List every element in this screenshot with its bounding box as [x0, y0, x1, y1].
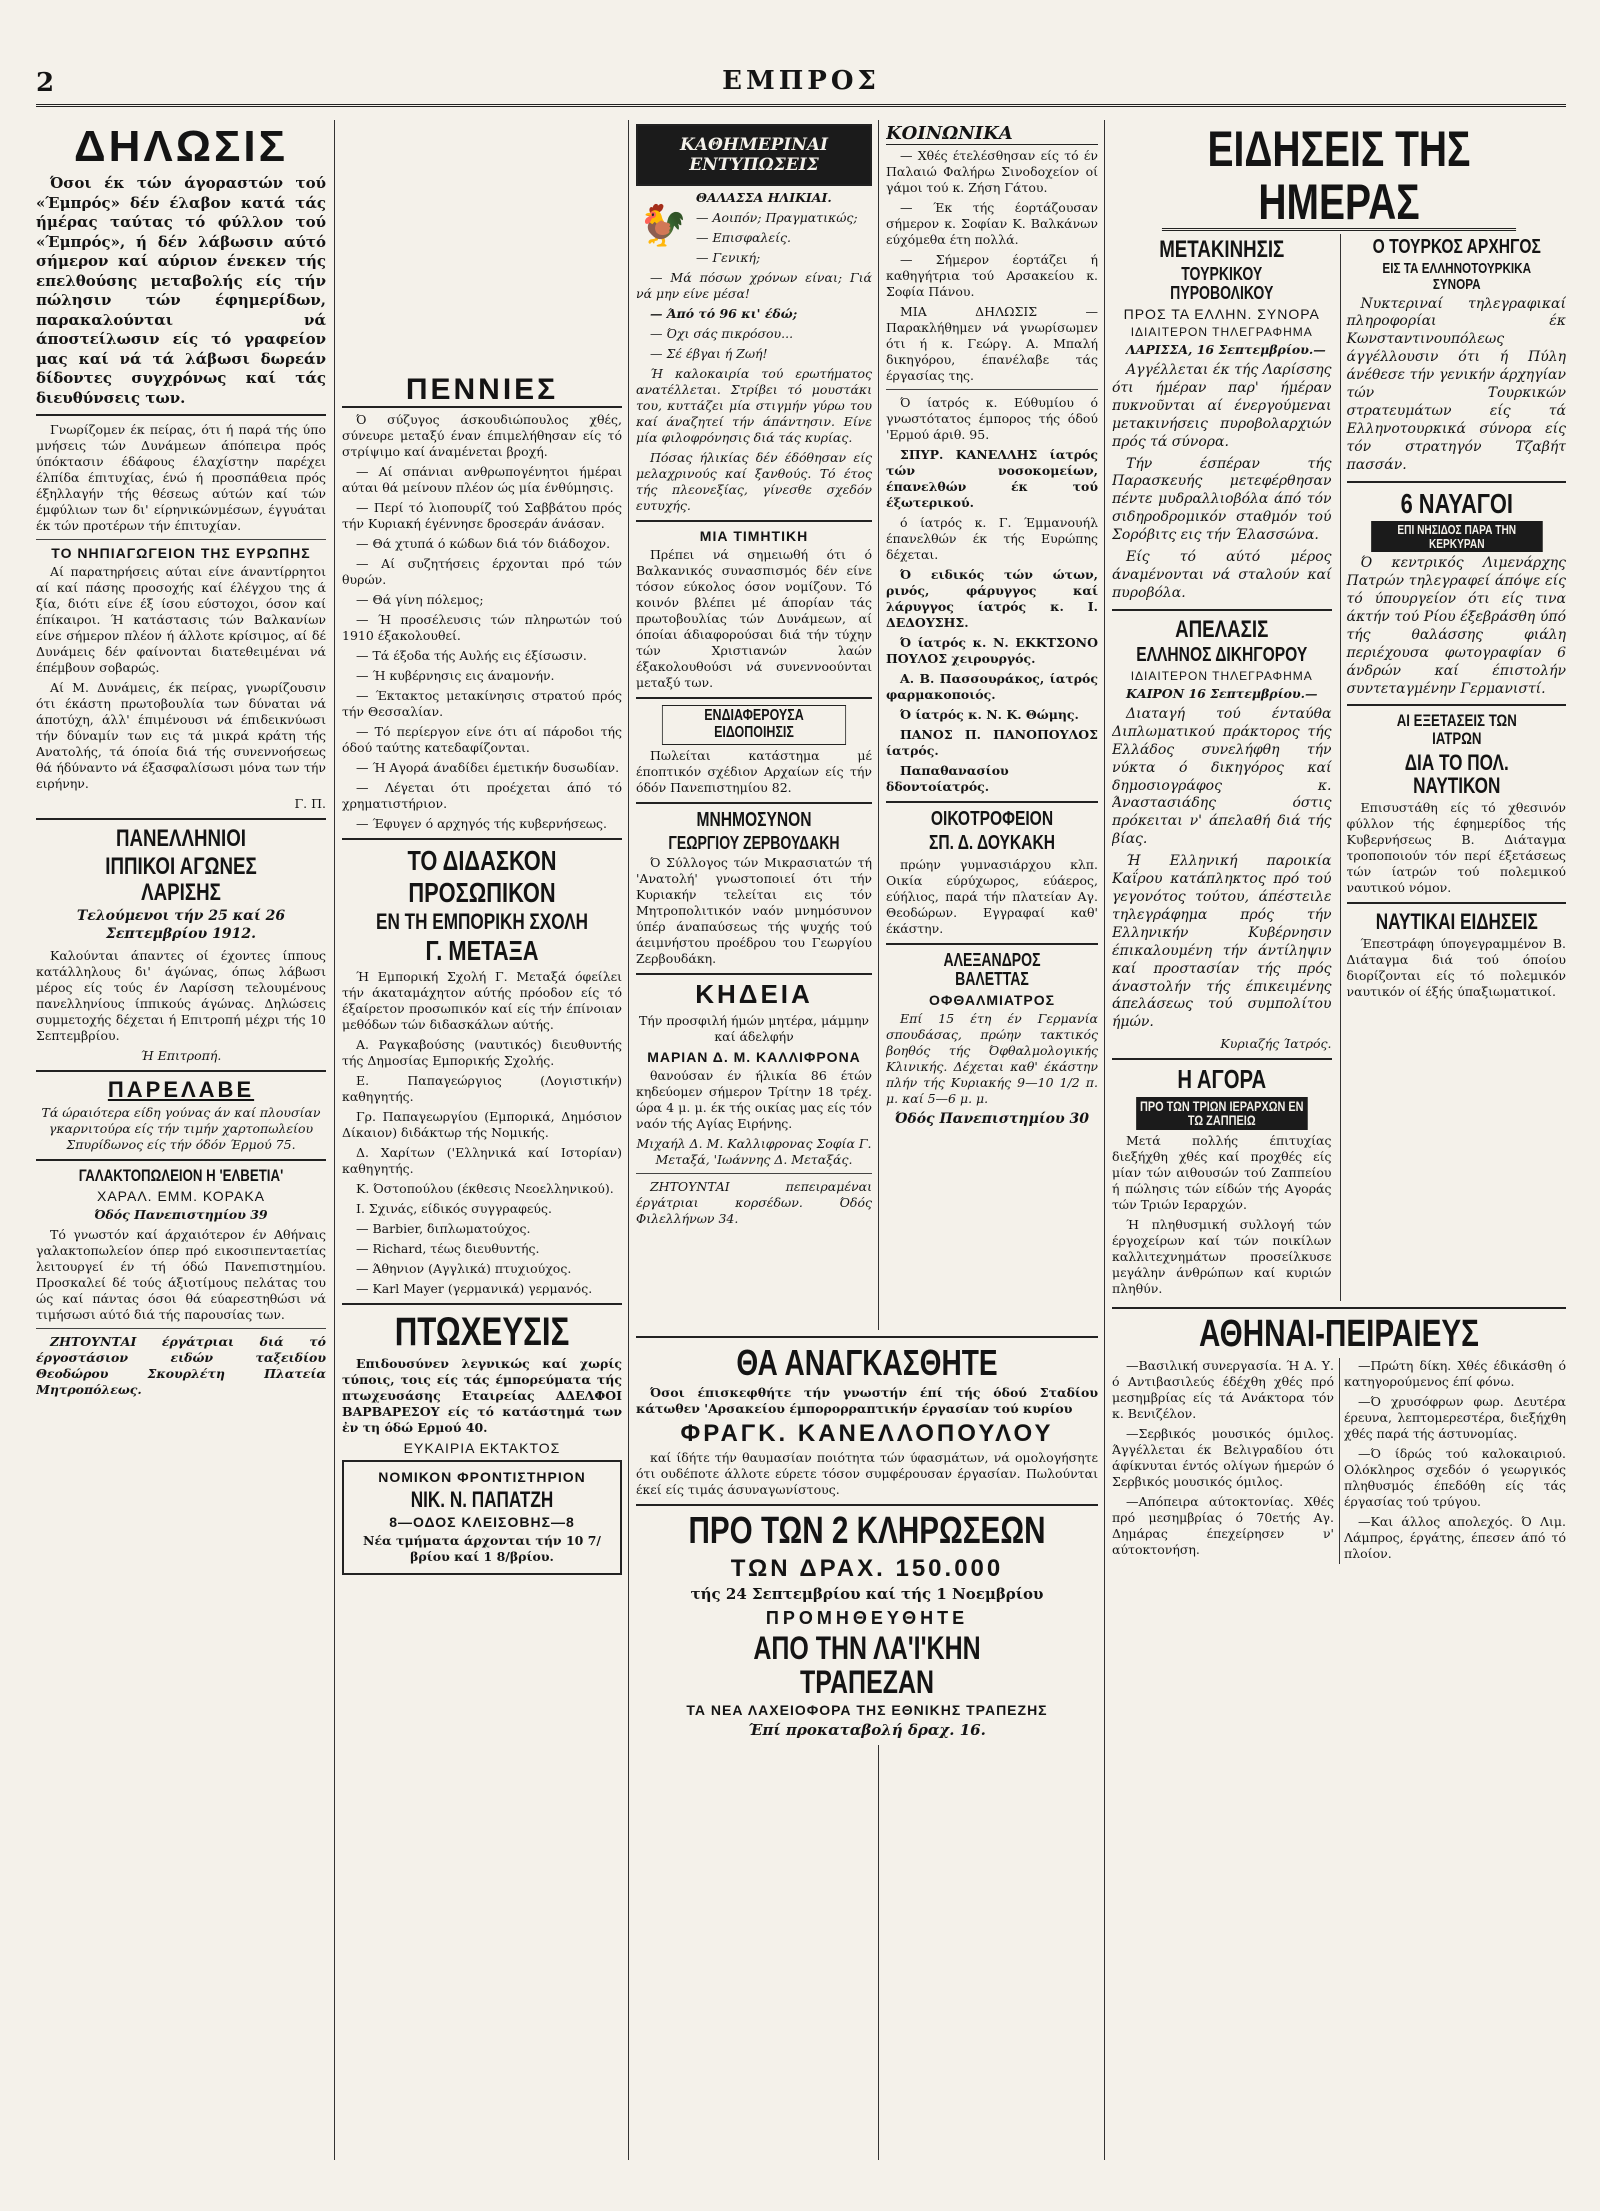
oikotrofeion-name: ΣΠ. Δ. ΔΟΥΚΑΚΗ [929, 832, 1055, 854]
diaskon-heading: ΤΟ ΔΙΔΑΣΚΟΝ [407, 844, 557, 876]
tourkos-heading: Ο ΤΟΥΡΚΟΣ ΑΡΧΗΓΟΣ [1372, 236, 1541, 258]
kathimerinai-banner [636, 124, 872, 186]
apelasis-heading: ΑΠΕΛΑΣΙΣ [1175, 615, 1269, 643]
column-rule [878, 120, 879, 2160]
column-rule [334, 120, 335, 2160]
papatzis-paragraph: Νέα τμήματα άρχονται τήν 10 7/βρίου καί 1 8/βρίου. [363, 1532, 601, 1564]
column-rule [1104, 120, 1105, 2160]
page-number: 2 [36, 68, 55, 98]
prosopikon-heading: ΠΡΟΣΩΠΙΚΟΝ [408, 876, 556, 908]
thalassa-block [636, 190, 872, 270]
dilosis-paragraph: ΜΙΑ ΔΗΛΩΣΙΣ — Παρακλήθημεν νά γνωρίσωμεν ότι ή κ. Γεώργ. Α. Μπαλή δικηγόρου, έπανέλαβε τάς έργασίας της. [886, 304, 1098, 383]
dialogue-line: — Άπό τό 96 κι' έδώ; [650, 306, 798, 321]
eidiseis-heading: ΕΙΔΗΣΕΙΣ ΤΗΣ ΗΜΕΡΑΣ [1162, 123, 1516, 231]
zitountai-notice-2: ΖΗΤΟΥΝΤΑΙ πεπειραμέναι έργάτριαι κορσέδων. Όδός Φιλελλήνων 34. [636, 1178, 872, 1226]
teacher-item: — Barbier, διπλωματούχος. [356, 1220, 531, 1236]
kathimerinai-paragraph: Ή καλοκαιρία τού ερωτήματος ανατέλλεται. Στρίβει τό μουστάκι του, κυττάζει μία στιγμήν γύρω του καί άναζητεί τήν άπάντησιν. Είνε μία φιλοφρόνησις διά τάς κυρίας. [636, 366, 872, 445]
ippikoi-paragraph: Καλούνται άπαντες οί έχοντες ίππους κατάλληλους δι' άγώνας, όπως λάβωσι μέρος είς τούς έν Λαρίσση τελουμένους πανελληνίους ίππικούς άγώνας. Δηλώσεις συμμετοχής δέχεται ή Επιτροπή μέχρι τής 10 Σεπτεμβρίου. [36, 947, 326, 1043]
mnimosynon-paragraph: Ό Σύλλογος τών Μικρασιατών τή 'Ανατολή' γνωστοποιεί ότι τήν Κυριακήν τελείται εις τόν Μητροπολιτικόν ναόν μνημόσυνον ύπέρ άναπαύσεως τής ψυχής τού άειμνήστου προέδρου του Γεωργίου Ζερβουδάκη. [636, 855, 872, 967]
athinai-item: —Πρώτη δίκη. Χθές έδικάσθη ό κατηγορούμενος έπί φόνω. [1344, 1357, 1566, 1389]
papatzis-address: 8—ΟΔΟΣ ΚΛΕΙΣΟΒΗΣ—8 [389, 1513, 575, 1530]
kanellopoulou-name: ΦΡΑΓΚ. ΚΑΝΕΛΛΟΠΟΥΛΟΥ [680, 1419, 1054, 1447]
kideia-paragraph-2: θανούσαν έν ήλικία 86 έτών κηδεύομεν σήμερον Τρίτην 18 τρέχ. ώρα 4 μ. μ. έκ τής οικίας μας είς τόν ναόν τής Αγίας Ειρήνης. [636, 1067, 872, 1131]
koinonika-item: — Χθές έτελέσθησαν είς τό έν Παλαιώ Φαλήρω Σινοδοχείον οί γάμοι τού κ. Ζήση Γάτου. [886, 148, 1098, 195]
athinai-item: —Και άλλος απολεχός. Ό Λιμ. Λάμπρος, έργάτης, έπεσεν άπό τό πλοίον. [1344, 1513, 1566, 1561]
sxoli-paragraph: Ή Εμπορική Σχολή Γ. Μεταξά όφείλει τήν άκαταμάχητον αύτής πρόοδον είς τό έξαίρετον προσωπικόν καί είς τήν έπίνοιαν μεθόδων τών διδασκάλων αύτής. [342, 968, 622, 1032]
eidiseis-columns [1112, 234, 1566, 1301]
apelasis-paragraph-2: Ή Ελληνική παροικία Καΐρου κατάπληκτος πρό τού γεγονότος τούτου, άπέστειλε τηλεγράφημα πρός τήν Ελληνικήν Κυβέρνησιν έπικαλουμένη τήν άντίληψιν καί προστασίαν τής πρός άναστολήν τής έπικειμένης άπελάσεως τού συμπολίτου ήμών. [1112, 853, 1332, 1031]
promitheythite-label: ΠΡΟΜΗΘΕΥΘΗΤΕ [765, 1608, 969, 1629]
galaktopoleion-heading: ΓΑΛΑΚΤΟΠΩΛΕΙΟΝ Η 'ΕΛΒΕΤΙΑ' [78, 1165, 284, 1185]
mnimosynon-name: ΓΕΩΡΓΙΟΥ ΖΕΡΒΟΥΔΑΚΗ [668, 832, 840, 853]
klirosis-amount: ΤΩΝ ΔΡΑΧ. 150.000 [730, 1554, 1004, 1582]
teacher-item: Δ. Χαρίτων ('Ελληνικά καί Ιστορίαν) καθηγητής. [342, 1144, 622, 1176]
panellinioi-heading: ΠΑΝΕΛΛΗΝΙΟΙ [115, 825, 247, 853]
endiaferousa-paragraph: Πωλείται κατάστημα μέ έποπτικόν σχέδιον Αρχαίων είς τήν όδόν Πανεπιστημίου 82. [636, 747, 872, 795]
papatzis-name: ΝΙΚ. Ν. ΠΑΠΑΤΖΗ [410, 1486, 554, 1512]
teacher-item: Α. Ραγκαβούσης (ναυτικός) διευθυντής τής Δημοσίας Εμπορικής Σχολής. [342, 1036, 622, 1068]
eidiseis-right [1340, 234, 1567, 1301]
apelasis-paragraph: Διαταγή τού ένταύθα Διπλωματικού πράκτορος τής Ελλάδος συνελήφθη τήν νύκτα ό δικηγόρος καί δημοσιογράφος κ. Άναστασιάδης όστις πρόκειται ν' άπελαθή διά τής βίας. [1112, 705, 1332, 848]
valettas-address: Όδός Πανεπιστημίου 30 [894, 1110, 1090, 1127]
endiaferousa-heading: ΕΝΔΙΑΦΕΡΟΥΣΑ ΕΙΔΟΠΟΙΗΣΙΣ [662, 705, 846, 745]
dhlosis-heading: ΔΗΛΩΣΙΣ [73, 122, 289, 171]
metakinisis-paragraph-3: Είς τό αύτό μέρος άναμένονται νά σταλούν καί πυροβόλα. [1112, 549, 1332, 601]
ippikoi-heading: ΙΠΠΙΚΟΙ ΑΓΩΝΕΣ ΛΑΡΙΣΗΣ [105, 853, 257, 906]
koinonika-item: — Σήμερον έορτάζει ή καθηγήτρια τού Αρσακείου κ. Σοφία Πάνου. [886, 252, 1098, 299]
athinai-columns [1112, 1358, 1566, 1564]
kanellopoulou-paragraph: καί ίδήτε τήν θαυμασίαν ποιότητα τών ύφασμάτων, νά ομολογήσητε ότι ουδέποτε άλλοτε εύρετε τόσον συμφέρουσαν έργασίαν. Πωλούνται έκεί είς τιμάς άσυναγωνίστους. [636, 1449, 1098, 1497]
dialogue-line: — Όχι σάς πικρόσου... [650, 326, 794, 341]
pennies-item: — Θά χτυπά ό κώδων διά τόν διάδοχον. [356, 535, 611, 551]
bottom-ads [636, 1330, 1098, 1745]
frontistirion-ad [342, 1460, 622, 1575]
ptoxeysis-paragraph: Επιδουσύνεν λεγνικώς καί χωρίς τύποις, τοις είς τάς έμπορεύματα τής πτωχευσάσης Εταιρείας ΑΔΕΛΦΟΙ ΒΑΡΒΑΡΕΣΟΥ είς τό κατάστημά των ἐν τη όδώ Ερμού 40. [342, 1355, 622, 1435]
kideia-paragraph: Τήν προσφιλή ήμών μητέρα, μάμμην καί άδελφήν [638, 1012, 870, 1044]
nipiagogeion-paragraph-2: Αί Μ. Δυνάμεις, έκ πείρας, γνωρίζουσιν ότι έκάστη πρωτοβουλία των δύναται νά άποτύχη, άλλ' έπιμένουσι νά έπιδεικνύωσι τήν δύναμίν των εις τά μικρά κράτη τής Ανατολής, τά όποία διά τής συνεννοήσεως θά ήδύναντο νά έξασφαλίσωσι μόνα των τήν ειρήνην. [36, 680, 326, 792]
pennies-item: — Περί τό λιοπουρίζ τού Σαββάτου πρός τήν Κυριακή έγέννησε δροσεράν άνάσαν. [342, 499, 622, 531]
pennies-item: — Θά γίνη πόλεμος; [356, 591, 484, 607]
doctor-item: ΠΑΝΟΣ Π. ΠΑΝΟΠΟΥΛΟΣ ίατρός. [886, 727, 1098, 758]
naftikai-heading: ΝΑΥΤΙΚΑΙ ΕΙΔΗΣΕΙΣ [1375, 909, 1538, 935]
agora-paragraph-2: Ή πληθυσμική συλλογή τών έργοχείρων καί τών ποικίλων καλλιτεχνημάτων προσείλκυσε μεγάλην άνθρώπων καί κυριών πληθύν. [1112, 1216, 1332, 1296]
larisa-dateline: ΛΑΡΙΣΣΑ, 16 Σεπτεμβρίου.— [1126, 341, 1326, 357]
laiki-heading: ΑΠΟ ΤΗΝ ΛΑ'Ι'ΚΗΝ ΤΡΑΠΕΖΑΝ [753, 1630, 981, 1700]
dialogue-line: — Επισφαλείς. [696, 230, 791, 245]
doctor-item: Ό ίατρός κ. Ν. Κ. Θώμης. [900, 707, 1079, 722]
pennies-item: — Έφυγεν ό αρχηγός τής κυβερνήσεως. [356, 815, 608, 831]
pennies-item: — Αί σπάνιαι ανθρωπογένητοι ήμέραι αύται θά μείνουν πλέον ώς μία ένθύμησις. [342, 463, 622, 495]
ippikoi-date: Τελούμενοι τήν 25 καί 26 Σεπτεμβρίου 1912. [76, 907, 286, 942]
kairon-dateline: ΚΑΙΡΟΝ 16 Σεπτεμβρίου.— [1126, 685, 1318, 701]
valettas-sub: ΟΦΘΑΛΜΙΑΤΡΟΣ [928, 991, 1056, 1008]
column-3 [636, 120, 872, 2160]
sxoli-heading: ΕΝ ΤΗ ΕΜΠΟΡΙΚΗ ΣΧΟΛΗ [376, 909, 588, 935]
laiki-price: Έπί προκαταβολή δραχ. 16. [748, 1721, 986, 1740]
pennies-heading: ΠΕΝΝΙΕΣ [342, 374, 622, 408]
klirosis-date: τής 24 Σεπτεμβρίου καί τής 1 Νοεμβρίου [690, 1585, 1044, 1604]
metakinisis-paragraph: Αγγέλλεται έκ τής Λαρίσσης ότι ήμέραν παρ' ήμέραν πυκνοῦνται αί ένεργούμεναι μετακινήσεις πυροβολαρχιών πρός τά σύνορα. [1112, 361, 1332, 450]
teacher-item: Γρ. Παπαγεωργίου (Εμπορικά, Δημόσιον Δίκαιον) διδάκτωρ τής Νομικής. [342, 1108, 622, 1140]
koinonika-heading: ΚΟΙΝΩΝΙΚΑ [886, 123, 1098, 145]
nayagoi-sub: ΕΠΙ ΝΗΣΙΔΟΣ ΠΑΡΑ ΤΗΝ ΚΕΡΚΥΡΑΝ [1371, 521, 1542, 552]
column-5 [1112, 120, 1566, 2160]
rooster-icon: 🐓 [638, 202, 688, 249]
doctor-item: Ό ίατρός κ. Εύθυμίου ό γνωστότατος έμπορος τής όδού 'Ερμού άριθ. 95. [886, 395, 1098, 442]
teacher-item: Ε. Παπαγεώργιος (Λογιστικήν) καθηγητής. [342, 1072, 622, 1104]
dialogue-line: — Μά πόσων χρόνων είναι; Γιά νά μην είνε μέσα! [636, 270, 872, 301]
nipiagogeion-heading: ΤΟ ΝΗΠΙΑΓΩΓΕΙΟΝ ΤΗΣ ΕΥΡΩΠΗΣ [51, 545, 311, 562]
metakinisis-sub-2: ΠΡΟΣ ΤΑ ΕΛΛΗΝ. ΣΥΝΟΡΑ [1123, 305, 1320, 322]
mnimosynon-heading: ΜΝΗΜΟΣΥΝΟΝ [696, 808, 812, 831]
doctor-item: Ό ίατρός κ. Ν. ΕΚΚΤΣΟΝΟ ΠΟΥΛΟΣ χειρουργός. [886, 635, 1098, 666]
idiaiteron-label: ΙΔΙΑΙΤΕΡΟΝ ΤΗΛΕΓΡΑΦΗΜΑ [1130, 324, 1313, 339]
timitiki-heading: ΜΙΑ ΤΙΜΗΤΙΚΗ [699, 528, 809, 544]
newspaper-page [36, 20, 1566, 2190]
oikotrofeion-heading: ΟΙΚΟΤΡΟΦΕΙΟΝ [930, 808, 1054, 830]
newspaper-title: ΕΜΠΡΟΣ [722, 66, 880, 96]
teacher-item: — Karl Mayer (γερμανικά) γερμανός. [356, 1280, 593, 1296]
kathimerinai-paragraph-2: Πόσας ήλικίας δέν έδόθησαν είς μελαχρινούς καί ξανθούς. Τό έτος τής πλεονεξίας, γίνεσθε σχεδόν ευτυχής. [636, 450, 872, 513]
intro-paragraph: Γνωρίζομεν έκ πείρας, ότι ή παρά τής ύπο μνήσεις τών Δυνάμεων άπόπειρα πρός ύπόκτασιν έδάφους έλαχίστην παρέχει έλπίδα έπιτυχίας, ένώ ή προσπάθεια πρός έξηλλαγήν τής θέσεως αύτών καί τών έμφύλιων των δι' είρηνικώνμέσων, έγγυάται έκ τών προτέρων τήν έπιτυχίαν. [36, 422, 326, 534]
timitiki-paragraph: Πρέπει νά σημειωθή ότι ό Βαλκανικός συνασπισμός δέν είνε τόσον εύκολος όσον νομίζουν. Τό κοινόν βλέπει μέ άπορίαν τάς πρωτοβουλίας τών Δυνάμεων, αί όποίαι άδιαφορούσαι διά τήν τύχην τών Χριστιανών λαών έξακολουθούσι νά συνεννοούνται μεταξύ των. [636, 547, 872, 690]
dialogue-line: — Γενική; [696, 250, 761, 265]
thalassa-heading: ΘΑΛΑΣΣΑ ΗΛΙΚΙΑΙ. [696, 190, 832, 205]
anagkasthite-paragraph: Όσοι έπισκεφθήτε τήν γνωστήν έπί τής όδού Σταδίου κάτωθεν 'Αρσακείου έμπορορραπτικήν έργασίαν τού κυρίου [636, 1384, 1098, 1416]
athinai-item: —Ό χρυσόφρων φωρ. Δευτέρα έρευνα, λεπτομερεστέρα, διεξήχθη χθές παρά τής άστυνομίας. [1344, 1393, 1566, 1441]
teacher-item: Κ. Όστοπούλου (έκθεσις Νεοελληνικού). [356, 1180, 614, 1196]
exetaseis-heading: ΑΙ ΕΞΕΤΑΣΕΙΣ ΤΩΝ ΙΑΤΡΩΝ [1396, 711, 1517, 749]
column-1 [36, 120, 326, 2160]
parelave-paragraph: Τά ώραιότερα είδη γούνας άν καί πλουσίαν γκαρνιτούρα είς τήν τιμήν χαρτοπωλείου Σπυρίδωνος είς τήν όδόν Έρμού 75. [41, 1104, 321, 1152]
frontistirion-heading: ΝΟΜΙΚΟΝ ΦΡΟΝΤΙΣΤΗΡΙΟΝ [378, 1468, 586, 1485]
doctor-item: ΣΠΥΡ. ΚΑΝΕΛΛΗΣ ίατρός τών νοσοκομείων, έπανελθών έκ τού έξωτερικού. [886, 447, 1098, 510]
kideia-family: Μιχαήλ Δ. Μ. Καλλιφρονας Σοφία Γ. Μεταξά, 'Ιωάννης Δ. Μεταξάς. [636, 1135, 872, 1167]
dialogue-line: — Αοιπόν; Πραγματικώς; [696, 210, 858, 225]
apelasis-signature: Κυριαζής Ίατρός. [1220, 1036, 1332, 1052]
masthead [36, 68, 1566, 107]
column-2 [342, 120, 622, 2160]
nayagoi-heading: 6 ΝΑΥΑΓΟΙ [1400, 487, 1513, 519]
oikotrofeion-paragraph: πρώην γυμνασιάρχου κλπ. Οικία εύρύχωρος, εύάερος, εύήλιος, παρά τήν πλατείαν Αγ. Θεοδώρων. Εγγραφαί καθ' έκάστην. [886, 857, 1098, 936]
apelasis-sub: ΕΛΛΗΝΟΣ ΔΙΚΗΓΟΡΟΥ [1136, 643, 1308, 666]
koinonika-item: — Έκ τής έορτάζουσαν σήμερον κ. Σοφίαν Κ. Βαλκάνων εύχόμεθα έτη πολλά. [886, 200, 1098, 247]
pennies-item: — Ή Αγορά άναδίδει έμετικήν δυσωδίαν. [356, 759, 620, 775]
pennies-item: — Ή προσέλευσις τών πληρωτών τού 1910 έξακολουθεί. [342, 611, 622, 643]
kideia-name: ΜΑΡΙΑΝ Δ. Μ. ΚΑΛΛΙΦΡΟΝΑ [647, 1048, 861, 1065]
ippikoi-signature: Ή Επιτροπή. [140, 1047, 222, 1063]
athinai-item: —Βασιλική συνεργασία. Ή Α. Υ. ό Αντιβασιλεύς έδέχθη χθές πρό μεσημβρίας είς τά Ανάκτορα τόν κ. Βενιζέλον. [1112, 1357, 1334, 1421]
pennies-item: — Τά έξοδα τής Αυλής εις έξίσωσιν. [356, 647, 587, 663]
tourkos-sub: ΕΙΣ ΤΑ ΕΛΛΗΝΟΤΟΥΡΚΙΚΑ ΣΥΝΟΡΑ [1381, 260, 1531, 293]
nayagoi-paragraph: Ό κεντρικός Λιμενάρχης Πατρών τηλεγραφεί άπόψε είς τό ύπουργείον ότι είς τινα άκτήν τού Ρίου έξεβράσθη ύπό τής θαλάσσης φιάλη περιέχουσα φωτογραφίαν 6 άνδρών καί έπιστολήν συντεταγμένην Γερμανιστί. [1346, 555, 1566, 697]
agora-paragraph: Μετά πολλής έπιτυχίας διεξήχθη χθές καί προχθές είς μίαν τών αιθουσών τού Ζαππείου ή πώλησις τών είδών τής Αγοράς τών Τριών Ιεραρχών. [1112, 1132, 1332, 1212]
teacher-item: — Richard, τέως διευθυντής. [356, 1240, 540, 1256]
dhlosis-notice: Όσοι έκ τών άγοραστών τού «Έμπρός» δέν έλαβον κατά τάς ήμέρας ταύτας τό φύλλον τού «Έμπρός», ή δέν λάβωσιν αύτό σήμερον καί αύριον ένεκεν τής επελθούσης μεταβολής είς τήν πώλησιν τών έφημερίδων, παρακαλούνται νά άποστείλωσιν είς τό γραφείον μας καί νά τά λάβωσι δωρεάν δίδοντες συγχρόνως καί τάς διευθύνσεις των. [36, 174, 326, 407]
pennies-item: — Έκτακτος μετακίνησις στρατού πρός τήν Θεσσαλίαν. [342, 687, 622, 719]
kideia-heading: ΚΗΔΕΙΑ [695, 979, 813, 1010]
eidiseis-left [1112, 234, 1332, 1301]
teacher-item: — Άθηνιον (Αγγλικά) πτυχιούχος. [356, 1260, 572, 1276]
agora-heading: Η ΑΓΟΡΑ [1177, 1064, 1267, 1095]
valettas-paragraph: Επί 15 έτη έν Γερμανία σπουδάσας, πρώην τακτικός βοηθός τής Όφθαλμολογικής Κλινικής. Δέχεται καθ' έκάστην πλήν τής Κυριακής 9—10 1/2 π. μ. καί 5—6 μ. μ. [886, 1010, 1098, 1106]
doctor-item: ό ίατρός κ. Γ. Έμμανουήλ έπανελθών έκ τής Ευρώπης δέχεται. [886, 515, 1098, 562]
teacher-item: Ι. Σχινάς, είδικός συγγραφεύς. [356, 1200, 552, 1216]
pennies-item: — Τό περίεργον είνε ότι αί πάροδοι τής όδού ταύτης κατεδαφίζονται. [342, 723, 622, 755]
metakinisis-paragraph-2: Τήν έσπέραν τής Παρασκευής μετεφέρθησαν πέντε μυδραλλιοβόλα άπό τόν σιδηροδρομικόν σταθμόν τού Σορόβιτς εις τήν Έλασσώνα. [1112, 455, 1332, 544]
nipiagogeion-paragraph: Αί παρατηρήσεις αύται είνε άναντίρρητοι αί καί πάσης προσοχής καί έλέγχου της ά ξία, διότι είνε έξ ίσου εύστοχοι, όσον καί έπίκαιροι. Ή κατάστασις τών Βαλκανίων είνε σήμερον πλέον ή άλλοτε κρίσιμος, αί δέ Δυνάμεις δέν φαίνονται διατεθειμέναι νά έπέμβουν σοβαρώς. [36, 564, 326, 676]
column-4 [886, 120, 1098, 2160]
metakinisis-sub: ΤΟΥΡΚΙΚΟΥ ΠΥΡΟΒΟΛΙΚΟΥ [1170, 264, 1274, 304]
galaktopoleion-paragraph: Τό γνωστόν καί άρχαιότερον έν Αθήναις γαλακτοπωλείον όπερ πρό εικοσιπενταετίας λειτουργεί έν τή όδώ Πανεπιστημίου. Προσκαλεί δέ τούς άξιοτίμους πελάτας του ώς καί πάντας όσοι θά εύαρεστηθώσι νά τιμήσωσι αύτό διά τής παρουσίας των. [36, 1226, 326, 1322]
athinai-heading: ΑΘΗΝΑΙ-ΠΕΙΡΑΙΕΥΣ [1199, 1312, 1479, 1355]
metaxa-heading: Γ. ΜΕΤΑΞΑ [425, 935, 539, 967]
valettas-heading: ΑΛΕΞΑΝΔΡΟΣ ΒΑΛΕΤΤΑΣ [943, 950, 1041, 989]
article-signature: Γ. Π. [294, 796, 326, 812]
doctor-item: Παπαθανασίου δδοντοίατρός. [886, 763, 1009, 794]
doctor-item: Ό ειδικός τών ώτων, ρινός, φάρυγγος καί λάρυγγος ίατρός κ. Ι. ΔΕΔΟΥΣΗΣ. [886, 567, 1098, 630]
exetaseis-paragraph: Επισυστάθη είς τό χθεσινόν φύλλον τής έφημερίδος τής Κυβερνήσεως Β. Διάταγμα τροποποιούν τόν περί έξετάσεως τών ίατρών τού πολεμικού ναυτικού νόμον. [1346, 800, 1566, 896]
doctor-item: Α. Β. Πασσουράκος, ίατρός φαρμακοποιός. [886, 671, 1098, 702]
ptoxeysis-heading: ΠΤΩΧΕΥΣΙΣ [394, 1309, 570, 1354]
parelave-heading: ΠΑΡΕΛΑΒΕ [107, 1076, 255, 1102]
dialogue-line: — Σέ έβγαι ή Ζωή! [650, 346, 768, 361]
eykairia-label: ΕΥΚΑΙΡΙΑ ΕΚΤΑΚΤΟΣ [403, 1439, 561, 1456]
pennies-paragraph: Ό σύζυγος άσκουδιώπουλος χθές, σύνευρε μεταξύ έναν έπιμελήθησαν είς τό στρίψιμο καί άναμένεται βροχή. [342, 411, 622, 459]
galaktopoleion-address: Όδός Πανεπιστημίου 39 [94, 1206, 268, 1222]
laiki-sub: ΤΑ ΝΕΑ ΛΑΧΕΙΟΦΟΡΑ ΤΗΣ ΕΘΝΙΚΗΣ ΤΡΑΠΕΖΗΣ [686, 1702, 1048, 1719]
zitountai-notice: ΖΗΤΟΥΝΤΑΙ έργάτριαι διά τό έργοστάσιον ειδών ταξειδίου Θεοδώρου Σκουρλέτη Πλατεία Μητροπόλεως. [36, 1333, 326, 1397]
exetaseis-sub: ΔΙΑ ΤΟ ΠΟΛ. ΝΑΥΤΙΚΟΝ [1404, 750, 1509, 799]
agora-sub: ΠΡΟ ΤΩΝ ΤΡΙΩΝ ΙΕΡΑΡΧΩΝ ΕΝ ΤΩ ΖΑΠΠΕΙΩ [1136, 1097, 1307, 1130]
naftikai-paragraph: Έπεστράφη ύπογεγραμμένον Β. Διάταγμα διά τού όποίου διορίζονται είς τό πολεμικόν ναυτικόν οί έξής ύπαξιωματικοί. [1346, 936, 1566, 1000]
kathimerinai-heading: ΚΑΘΗΜΕΡΙΝΑΙ ΕΝΤΥΠΩΣΕΙΣ [679, 135, 829, 175]
pennies-item: — Λέγεται ότι προέχεται άπό τό χρηματιστήριον. [342, 779, 622, 811]
pennies-item: — Ή κυβέρνησις εις άναμονήν. [356, 667, 555, 683]
galaktopoleion-owner: ΧΑΡΑΛ. ΕΜΜ. ΚΟΡΑΚΑ [97, 1187, 265, 1204]
metakinisis-heading: ΜΕΤΑΚΙΝΗΣΙΣ [1159, 236, 1285, 263]
idiaiteron-label-2: ΙΔΙΑΙΤΕΡΟΝ ΤΗΛΕΓΡΑΦΗΜΑ [1130, 668, 1313, 683]
athinai-item: —Σερβικός μουσικός όμιλος. Άγγέλλεται έκ Βελιγραδίου ότι άφίκνυται έντός ολίγων ήμερών ό Σερβικός μουσικός όμιλος. [1112, 1425, 1334, 1489]
column-rule [628, 120, 629, 2160]
anagkasthite-heading: ΘΑ ΑΝΑΓΚΑΣΘΗΤΕ [736, 1342, 998, 1383]
tourkos-paragraph: Νυκτεριναί τηλεγραφικαί πληροφορίαι έκ Κωνσταντινουπόλεως άγγέλλουσιν ότι ή Πύλη άνέθεσε τήν γενικήν άρχηγίαν τών Τουρκικών στρατευμάτων είς τά Ελληνοτουρκικά σύνορα είς τόν στρατηγόν Τζαβήτ πασσάν. [1346, 295, 1566, 473]
athinai-item: —Απόπειρα αύτοκτονίας. Χθές πρό μεσημβρίας ό 70ετής Αγ. Δημάρας έπεχείρησεν ν' αύτοκτονήση. [1112, 1493, 1334, 1557]
klirosis-heading: ΠΡΟ ΤΩΝ 2 ΚΛΗΡΩΣΕΩΝ [688, 1509, 1046, 1552]
athinai-item: —Ό ίδρώς τού καλοκαιριού. Ολόκληρος σχεδόν ό γεωργικός πληθυσμός έπεδόθη είς τάς έργασίας τού τρύγου. [1344, 1445, 1566, 1509]
pennies-item: — Αί συζητήσεις έρχονται πρό τών θυρών. [342, 555, 622, 587]
